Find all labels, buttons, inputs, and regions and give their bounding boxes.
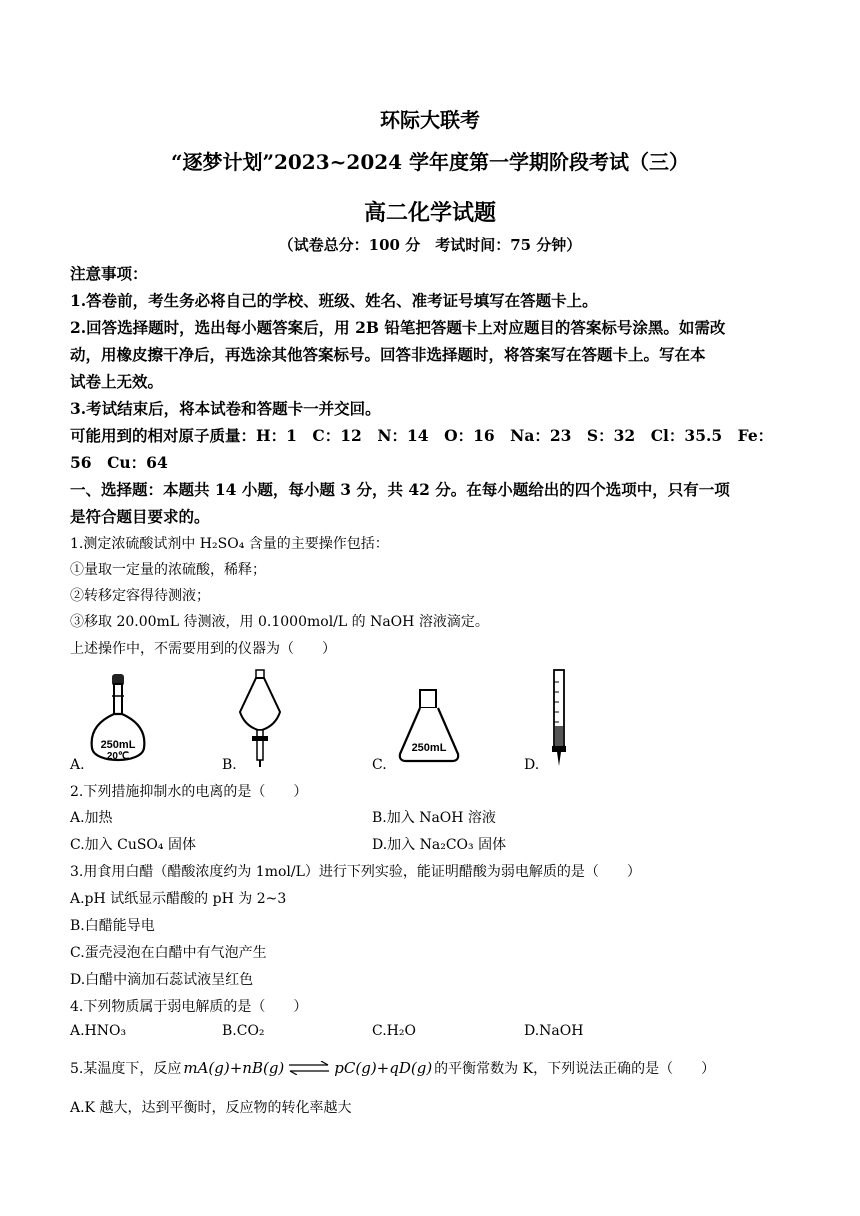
q4-option-c: C.H₂O xyxy=(372,1023,416,1039)
exam-series-title: 环际大联考 xyxy=(380,108,480,132)
q2-stem: 2.下列措施抑制水的电离的是（ ） xyxy=(70,784,308,800)
q1-step-3: ③移取 20.00mL 待测液，用 0.1000mol/L 的 NaOH 溶液滴定。 xyxy=(70,614,489,630)
volumetric-flask-icon xyxy=(88,672,148,770)
q2-option-c: C.加入 CuSO₄ 固体 xyxy=(70,837,196,853)
exam-meta: （试卷总分：100 分 考试时间：75 分钟） xyxy=(278,236,582,254)
note-2-line-1: 2.回答选择题时，选出每小题答案后，用 2B 铅笔把答题卡上对应题目的答案标号涂黑。如需改 xyxy=(70,318,726,337)
section-1-heading-line-1: 一、选择题：本题共 14 小题，每小题 3 分，共 42 分。在每小题给出的四个选项中，只有一项 xyxy=(70,480,730,499)
q3-option-c: C.蛋壳浸泡在白醋中有气泡产生 xyxy=(70,945,267,961)
q5-stem xyxy=(70,1058,805,1078)
conical-volume-label: 250mL xyxy=(411,742,447,754)
q1-step-1: ①量取一定量的浓硫酸，稀释； xyxy=(70,562,266,578)
q5-option-a: A.K 越大，达到平衡时，反应物的转化率越大 xyxy=(70,1100,352,1116)
q5-products: pC(g)+qD(g) xyxy=(334,1059,433,1077)
q3-option-b: B.白醋能导电 xyxy=(70,918,155,934)
q2-option-b: B.加入 NaOH 溶液 xyxy=(372,810,496,826)
q3-option-a: A.pH 试纸显示醋酸的 pH 为 2~3 xyxy=(70,891,287,907)
burette-icon xyxy=(546,668,572,768)
q5-reactants: mA(g)+nB(g) xyxy=(183,1059,285,1077)
note-2-line-3: 试卷上无效。 xyxy=(70,372,164,391)
notes-heading: 注意事项： xyxy=(70,264,148,283)
q4-option-b: B.CO₂ xyxy=(222,1023,265,1039)
equilibrium-arrow-icon xyxy=(288,1061,330,1075)
q1-option-c: C. xyxy=(372,757,387,773)
atomic-mass-line-1: 可能用到的相对原子质量：H：1 C：12 N：14 O：16 Na：23 S：32 Cl：35.5 Fe： xyxy=(70,426,774,445)
separatory-funnel-icon xyxy=(236,668,284,768)
q1-step-2: ②转移定容得待测液； xyxy=(70,588,210,604)
q1-option-a: A. xyxy=(70,757,85,773)
q3-stem: 3.用食用白醋（醋酸浓度约为 1mol/L）进行下列实验，能证明醋酸为弱电解质的是（ ） xyxy=(70,864,641,880)
q4-option-d: D.NaOH xyxy=(524,1023,584,1039)
q4-option-a: A.HNO₃ xyxy=(70,1023,127,1039)
note-3: 3.考试结束后，将本试卷和答题卡一并交回。 xyxy=(70,399,381,418)
flask-temp-label: 20℃ xyxy=(106,751,130,762)
q5-suffix: 的平衡常数为 K，下列说法正确的是（ ） xyxy=(434,1061,716,1077)
q1-option-b: B. xyxy=(222,757,237,773)
q1-question: 上述操作中，不需要用到的仪器为（ ） xyxy=(70,641,336,657)
note-1: 1.答卷前，考生务必将自己的学校、班级、姓名、准考证号填写在答题卡上。 xyxy=(70,291,598,310)
section-1-heading-line-2: 是符合题目要求的。 xyxy=(70,507,210,526)
subject-title: 高二化学试题 xyxy=(363,200,496,226)
q4-stem: 4.下列物质属于弱电解质的是（ ） xyxy=(70,999,308,1015)
q2-option-a: A.加热 xyxy=(70,810,113,826)
flask-volume-label: 250mL xyxy=(100,739,136,751)
exam-name-title: “逐梦计划”2023~2024 学年度第一学期阶段考试（三） xyxy=(170,150,690,174)
q1-option-d: D. xyxy=(524,757,540,773)
note-2-line-2: 动，用橡皮擦干净后，再选涂其他答案标号。回答非选择题时，将答案写在答题卡上。写在本 xyxy=(70,345,706,364)
atomic-mass-line-2: 56 Cu：64 xyxy=(70,453,168,472)
conical-flask-icon xyxy=(396,688,462,764)
q3-option-d: D.白醋中滴加石蕊试液呈红色 xyxy=(70,972,254,988)
q1-stem: 1.测定浓硫酸试剂中 H₂SO₄ 含量的主要操作包括： xyxy=(70,536,389,552)
q5-prefix: 5.某温度下，反应 xyxy=(70,1061,182,1077)
q2-option-d: D.加入 Na₂CO₃ 固体 xyxy=(372,837,507,853)
